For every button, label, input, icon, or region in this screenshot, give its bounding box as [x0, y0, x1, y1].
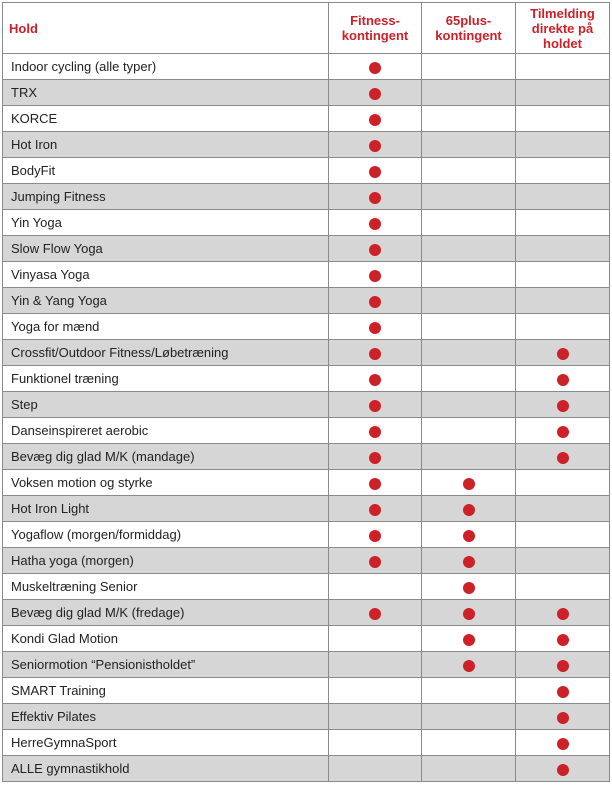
- table-row: [3, 158, 610, 184]
- direct-signup-mark-cell: [516, 314, 610, 340]
- red-dot-icon: [369, 296, 381, 308]
- table-body: [3, 54, 610, 782]
- direct-signup-mark-cell: [516, 132, 610, 158]
- 65plus-mark-cell: [422, 496, 516, 522]
- fitness-mark-cell: [329, 210, 422, 236]
- table-row: [3, 470, 610, 496]
- class-name: KORCE: [3, 106, 329, 132]
- class-name: Seniormotion “Pensionistholdet”: [3, 652, 329, 678]
- 65plus-mark-cell: [422, 444, 516, 470]
- red-dot-icon: [463, 478, 475, 490]
- table-row: [3, 626, 610, 652]
- 65plus-mark-cell: [422, 730, 516, 756]
- class-name: Jumping Fitness: [3, 184, 329, 210]
- red-dot-icon: [463, 608, 475, 620]
- red-dot-icon: [557, 634, 569, 646]
- table-row: [3, 600, 610, 626]
- class-name: Funktionel træning: [3, 366, 329, 392]
- 65plus-mark-cell: [422, 80, 516, 106]
- 65plus-mark-cell: [422, 522, 516, 548]
- class-name: Hot Iron: [3, 132, 329, 158]
- direct-signup-mark-cell: [516, 756, 610, 782]
- red-dot-icon: [369, 374, 381, 386]
- fitness-mark-cell: [329, 236, 422, 262]
- table-row: [3, 522, 610, 548]
- table-row: [3, 184, 610, 210]
- fitness-mark-cell: [329, 54, 422, 80]
- 65plus-mark-cell: [422, 288, 516, 314]
- 65plus-mark-cell: [422, 314, 516, 340]
- red-dot-icon: [369, 556, 381, 568]
- 65plus-mark-cell: [422, 366, 516, 392]
- header-fitness: Fitness- kontingent: [329, 3, 422, 54]
- fitness-mark-cell: [329, 184, 422, 210]
- red-dot-icon: [369, 426, 381, 438]
- red-dot-icon: [369, 140, 381, 152]
- direct-signup-mark-cell: [516, 184, 610, 210]
- red-dot-icon: [369, 348, 381, 360]
- direct-signup-mark-cell: [516, 392, 610, 418]
- red-dot-icon: [463, 504, 475, 516]
- table-row: [3, 210, 610, 236]
- class-name: Yogaflow (morgen/formiddag): [3, 522, 329, 548]
- class-name: Bevæg dig glad M/K (mandage): [3, 444, 329, 470]
- fitness-mark-cell: [329, 678, 422, 704]
- class-name: Kondi Glad Motion: [3, 626, 329, 652]
- red-dot-icon: [557, 608, 569, 620]
- class-name: Slow Flow Yoga: [3, 236, 329, 262]
- 65plus-mark-cell: [422, 184, 516, 210]
- table-row: [3, 652, 610, 678]
- 65plus-mark-cell: [422, 470, 516, 496]
- 65plus-mark-cell: [422, 704, 516, 730]
- red-dot-icon: [369, 244, 381, 256]
- 65plus-mark-cell: [422, 106, 516, 132]
- direct-signup-mark-cell: [516, 496, 610, 522]
- red-dot-icon: [557, 660, 569, 672]
- red-dot-icon: [369, 322, 381, 334]
- 65plus-mark-cell: [422, 158, 516, 184]
- header-hold: Hold: [3, 3, 329, 54]
- fitness-mark-cell: [329, 730, 422, 756]
- red-dot-icon: [369, 114, 381, 126]
- table-row: [3, 548, 610, 574]
- header-direct-signup: Tilmelding direkte på holdet: [516, 3, 610, 54]
- fitness-mark-cell: [329, 314, 422, 340]
- class-name: Effektiv Pilates: [3, 704, 329, 730]
- class-name: Crossfit/Outdoor Fitness/Løbetræning: [3, 340, 329, 366]
- red-dot-icon: [369, 608, 381, 620]
- table-row: [3, 366, 610, 392]
- class-name: Muskeltræning Senior: [3, 574, 329, 600]
- table-row: [3, 574, 610, 600]
- class-name: Danseinspireret aerobic: [3, 418, 329, 444]
- table-row: [3, 496, 610, 522]
- 65plus-mark-cell: [422, 418, 516, 444]
- fitness-mark-cell: [329, 132, 422, 158]
- fitness-mark-cell: [329, 418, 422, 444]
- direct-signup-mark-cell: [516, 652, 610, 678]
- fitness-mark-cell: [329, 106, 422, 132]
- red-dot-icon: [369, 452, 381, 464]
- direct-signup-mark-cell: [516, 548, 610, 574]
- 65plus-mark-cell: [422, 600, 516, 626]
- red-dot-icon: [463, 582, 475, 594]
- fitness-mark-cell: [329, 262, 422, 288]
- table-row: [3, 418, 610, 444]
- direct-signup-mark-cell: [516, 236, 610, 262]
- 65plus-mark-cell: [422, 210, 516, 236]
- fitness-mark-cell: [329, 574, 422, 600]
- fitness-mark-cell: [329, 288, 422, 314]
- table-row: [3, 236, 610, 262]
- red-dot-icon: [557, 712, 569, 724]
- red-dot-icon: [463, 556, 475, 568]
- 65plus-mark-cell: [422, 756, 516, 782]
- class-name: Indoor cycling (alle typer): [3, 54, 329, 80]
- class-name: Step: [3, 392, 329, 418]
- class-name: TRX: [3, 80, 329, 106]
- direct-signup-mark-cell: [516, 730, 610, 756]
- 65plus-mark-cell: [422, 626, 516, 652]
- direct-signup-mark-cell: [516, 54, 610, 80]
- 65plus-mark-cell: [422, 678, 516, 704]
- table-header: [3, 3, 610, 54]
- direct-signup-mark-cell: [516, 340, 610, 366]
- direct-signup-mark-cell: [516, 262, 610, 288]
- class-name: Hatha yoga (morgen): [3, 548, 329, 574]
- class-name: Bevæg dig glad M/K (fredage): [3, 600, 329, 626]
- table-row: [3, 54, 610, 80]
- direct-signup-mark-cell: [516, 704, 610, 730]
- red-dot-icon: [369, 88, 381, 100]
- class-name: Yoga for mænd: [3, 314, 329, 340]
- red-dot-icon: [557, 348, 569, 360]
- table-row: [3, 80, 610, 106]
- fitness-mark-cell: [329, 652, 422, 678]
- 65plus-mark-cell: [422, 548, 516, 574]
- 65plus-mark-cell: [422, 392, 516, 418]
- table-row: [3, 704, 610, 730]
- direct-signup-mark-cell: [516, 366, 610, 392]
- table-row: [3, 392, 610, 418]
- fitness-mark-cell: [329, 756, 422, 782]
- direct-signup-mark-cell: [516, 106, 610, 132]
- class-name: Voksen motion og styrke: [3, 470, 329, 496]
- 65plus-mark-cell: [422, 340, 516, 366]
- class-name: Yin Yoga: [3, 210, 329, 236]
- red-dot-icon: [369, 218, 381, 230]
- table-row: [3, 132, 610, 158]
- class-name: HerreGymnaSport: [3, 730, 329, 756]
- red-dot-icon: [463, 660, 475, 672]
- direct-signup-mark-cell: [516, 80, 610, 106]
- 65plus-mark-cell: [422, 54, 516, 80]
- red-dot-icon: [557, 738, 569, 750]
- fitness-mark-cell: [329, 600, 422, 626]
- red-dot-icon: [369, 62, 381, 74]
- fitness-mark-cell: [329, 392, 422, 418]
- 65plus-mark-cell: [422, 262, 516, 288]
- table-row: [3, 756, 610, 782]
- direct-signup-mark-cell: [516, 470, 610, 496]
- class-name: Hot Iron Light: [3, 496, 329, 522]
- red-dot-icon: [557, 426, 569, 438]
- header-65plus: 65plus- kontingent: [422, 3, 516, 54]
- direct-signup-mark-cell: [516, 210, 610, 236]
- 65plus-mark-cell: [422, 574, 516, 600]
- table-row: [3, 340, 610, 366]
- table-row: [3, 106, 610, 132]
- red-dot-icon: [557, 374, 569, 386]
- red-dot-icon: [557, 452, 569, 464]
- direct-signup-mark-cell: [516, 444, 610, 470]
- direct-signup-mark-cell: [516, 574, 610, 600]
- red-dot-icon: [557, 400, 569, 412]
- red-dot-icon: [369, 192, 381, 204]
- 65plus-mark-cell: [422, 236, 516, 262]
- 65plus-mark-cell: [422, 132, 516, 158]
- fitness-mark-cell: [329, 340, 422, 366]
- class-name: Yin & Yang Yoga: [3, 288, 329, 314]
- direct-signup-mark-cell: [516, 158, 610, 184]
- direct-signup-mark-cell: [516, 418, 610, 444]
- fitness-mark-cell: [329, 548, 422, 574]
- class-name: BodyFit: [3, 158, 329, 184]
- table-row: [3, 288, 610, 314]
- red-dot-icon: [369, 504, 381, 516]
- class-name: SMART Training: [3, 678, 329, 704]
- red-dot-icon: [463, 634, 475, 646]
- direct-signup-mark-cell: [516, 600, 610, 626]
- direct-signup-mark-cell: [516, 626, 610, 652]
- red-dot-icon: [369, 400, 381, 412]
- fitness-mark-cell: [329, 626, 422, 652]
- red-dot-icon: [463, 530, 475, 542]
- fitness-mark-cell: [329, 496, 422, 522]
- red-dot-icon: [369, 270, 381, 282]
- fitness-mark-cell: [329, 80, 422, 106]
- table-row: [3, 678, 610, 704]
- red-dot-icon: [557, 764, 569, 776]
- fitness-mark-cell: [329, 704, 422, 730]
- fitness-mark-cell: [329, 522, 422, 548]
- class-name: Vinyasa Yoga: [3, 262, 329, 288]
- fitness-mark-cell: [329, 470, 422, 496]
- class-name: ALLE gymnastikhold: [3, 756, 329, 782]
- table-row: [3, 314, 610, 340]
- direct-signup-mark-cell: [516, 288, 610, 314]
- table-row: [3, 444, 610, 470]
- membership-table: [2, 2, 610, 782]
- direct-signup-mark-cell: [516, 522, 610, 548]
- direct-signup-mark-cell: [516, 678, 610, 704]
- red-dot-icon: [557, 686, 569, 698]
- fitness-mark-cell: [329, 158, 422, 184]
- red-dot-icon: [369, 166, 381, 178]
- table-row: [3, 262, 610, 288]
- fitness-mark-cell: [329, 444, 422, 470]
- table-row: [3, 730, 610, 756]
- red-dot-icon: [369, 530, 381, 542]
- fitness-mark-cell: [329, 366, 422, 392]
- red-dot-icon: [369, 478, 381, 490]
- 65plus-mark-cell: [422, 652, 516, 678]
